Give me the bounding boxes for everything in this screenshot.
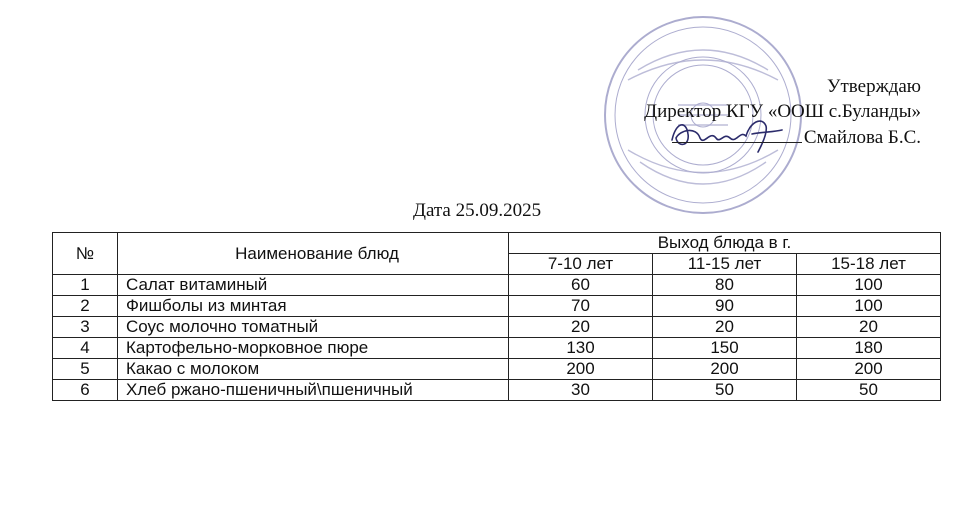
signature-underline bbox=[672, 124, 802, 143]
table-row bbox=[53, 338, 941, 359]
approval-name: Смайлова Б.С. bbox=[803, 127, 921, 148]
dish-name: Хлеб ржано-пшеничный\пшеничный bbox=[118, 380, 509, 401]
header-age-7-10: 7-10 лет bbox=[509, 254, 653, 275]
portion-15-18: 100 bbox=[797, 296, 941, 317]
dish-name: Фишболы из минтая bbox=[118, 296, 509, 317]
portion-11-15: 90 bbox=[653, 296, 797, 317]
document-date: Дата 25.09.2025 bbox=[413, 200, 542, 221]
row-num: 4 bbox=[53, 338, 118, 359]
header-age-15-18: 15-18 лет bbox=[797, 254, 941, 275]
menu-table bbox=[52, 232, 941, 401]
dish-name: Картофельно-морковное пюре bbox=[118, 338, 509, 359]
portion-11-15: 150 bbox=[653, 338, 797, 359]
row-num: 6 bbox=[53, 380, 118, 401]
table-row bbox=[53, 317, 941, 338]
portion-15-18: 180 bbox=[797, 338, 941, 359]
header-name: Наименование блюд bbox=[118, 233, 509, 275]
header-output-group: Выход блюда в г. bbox=[509, 233, 941, 254]
table-row bbox=[53, 380, 941, 401]
table-row bbox=[53, 359, 941, 380]
table-row bbox=[53, 275, 941, 296]
portion-7-10: 200 bbox=[509, 359, 653, 380]
portion-15-18: 100 bbox=[797, 275, 941, 296]
portion-7-10: 70 bbox=[509, 296, 653, 317]
portion-11-15: 50 bbox=[653, 380, 797, 401]
table-row bbox=[53, 296, 941, 317]
row-num: 2 bbox=[53, 296, 118, 317]
portion-7-10: 130 bbox=[509, 338, 653, 359]
header-num: № bbox=[53, 233, 118, 275]
approval-signature-line bbox=[644, 124, 921, 150]
portion-15-18: 20 bbox=[797, 317, 941, 338]
dish-name: Салат витаминый bbox=[118, 275, 509, 296]
portion-7-10: 20 bbox=[509, 317, 653, 338]
portion-15-18: 200 bbox=[797, 359, 941, 380]
portion-15-18: 50 bbox=[797, 380, 941, 401]
row-num: 1 bbox=[53, 275, 118, 296]
row-num: 5 bbox=[53, 359, 118, 380]
portion-11-15: 200 bbox=[653, 359, 797, 380]
dish-name: Какао с молоком bbox=[118, 359, 509, 380]
portion-11-15: 20 bbox=[653, 317, 797, 338]
approval-title: Утверждаю bbox=[827, 76, 921, 97]
portion-11-15: 80 bbox=[653, 275, 797, 296]
dish-name: Соус молочно томатный bbox=[118, 317, 509, 338]
row-num: 3 bbox=[53, 317, 118, 338]
approval-block bbox=[644, 74, 921, 150]
portion-7-10: 30 bbox=[509, 380, 653, 401]
approval-position: Директор КГУ «ООШ с.Буланды» bbox=[644, 101, 921, 122]
portion-7-10: 60 bbox=[509, 275, 653, 296]
header-age-11-15: 11-15 лет bbox=[653, 254, 797, 275]
